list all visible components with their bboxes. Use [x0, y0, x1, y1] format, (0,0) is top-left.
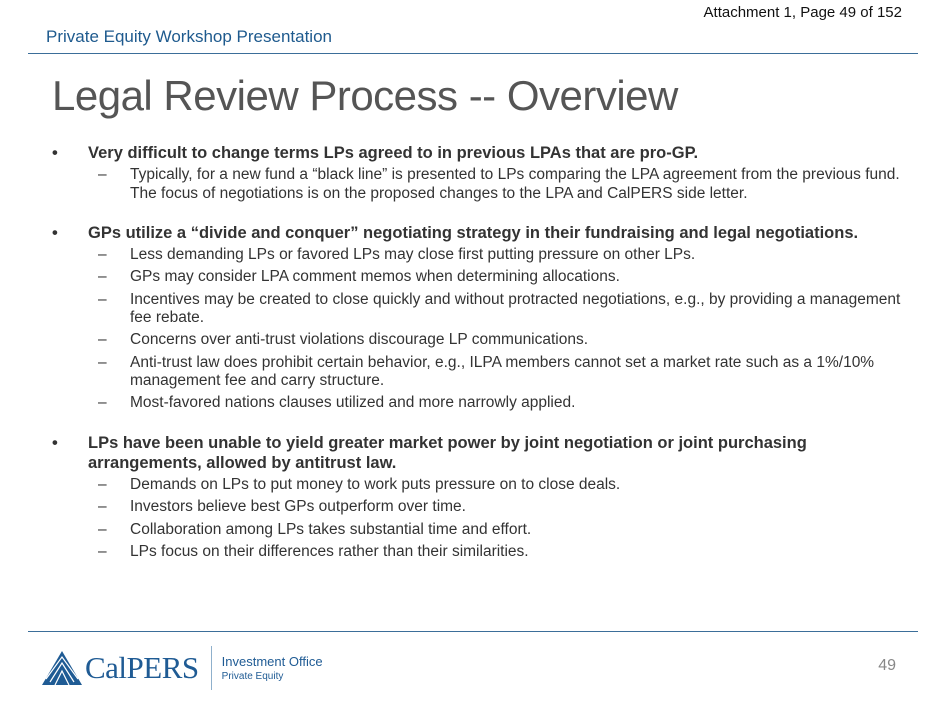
bullet-marker: •: [52, 224, 58, 242]
sub-text: Anti-trust law does prohibit certain behavior, e.g., ILPA members cannot set a market rate such as a 1%/10% management fee and carry structure.: [130, 353, 875, 390]
calpers-logo: [42, 646, 323, 690]
sub-list: [98, 246, 902, 413]
sub-item: [98, 291, 902, 328]
sub-text: GPs may consider LPA comment memos when determining allocations.: [130, 268, 620, 286]
dash-marker: –: [98, 520, 107, 538]
bullet-marker: •: [52, 144, 58, 162]
sub-text: Most-favored nations clauses utilized and more narrowly applied.: [130, 394, 576, 412]
sub-item: [98, 331, 902, 350]
sub-text: LPs focus on their differences rather than their similarities.: [130, 542, 529, 560]
sub-text: Demands on LPs to put money to work puts pressure on to close deals.: [130, 475, 621, 493]
dash-marker: –: [98, 331, 107, 349]
logo-subtitle-line2: Private Equity: [221, 670, 284, 682]
bullet-item: [52, 223, 902, 243]
dash-marker: –: [98, 353, 107, 371]
sub-text: Concerns over anti-trust violations discourage LP communications.: [130, 331, 589, 349]
mountain-icon: [42, 651, 82, 685]
bullet-group: [52, 143, 902, 203]
bottom-divider: [28, 631, 918, 632]
sub-text: Incentives may be created to close quickly and without protracted negotiations, e.g., by providing a management fee rebate.: [130, 290, 901, 327]
bullet-text: Very difficult to change terms LPs agreed to in previous LPAs that are pro-GP.: [88, 144, 699, 162]
presentation-title: Private Equity Workshop Presentation: [46, 27, 332, 46]
sub-list: [98, 476, 902, 561]
dash-marker: –: [98, 246, 107, 263]
sub-item: [98, 394, 902, 413]
sub-item: [98, 521, 902, 540]
logo-wordmark: CalPERS: [85, 650, 199, 685]
bullet-group: [52, 433, 902, 561]
logo-divider: [211, 646, 212, 690]
sub-text: Investors believe best GPs outperform over time.: [130, 498, 466, 516]
logo-subtitle: [222, 654, 323, 683]
sub-item: [98, 476, 902, 495]
sub-list: [98, 166, 902, 203]
bullet-text: GPs utilize a “divide and conquer” negotiating strategy in their fundraising and legal negotiations.: [88, 224, 859, 242]
dash-marker: –: [98, 166, 107, 183]
page-number: 49: [878, 657, 896, 674]
dash-marker: –: [98, 475, 107, 493]
attachment-label: Attachment 1, Page 49 of 152: [703, 4, 902, 21]
sub-text: Typically, for a new fund a “black line” is presented to LPs comparing the LPA agreement from the previous fund. The focus of negotiations is on the proposed changes to the LPA and CalPERS side letter.: [130, 166, 900, 202]
bullet-item: [52, 143, 902, 163]
slide-title: Legal Review Process -- Overview: [52, 72, 678, 119]
dash-marker: –: [98, 268, 107, 286]
sub-text: Less demanding LPs or favored LPs may close first putting pressure on other LPs.: [130, 246, 696, 263]
sub-item: [98, 354, 902, 391]
slide-content: [52, 143, 902, 581]
dash-marker: –: [98, 394, 107, 412]
sub-item: [98, 166, 902, 203]
top-divider: [28, 53, 918, 54]
sub-item: [98, 268, 902, 287]
bullet-marker: •: [52, 433, 58, 452]
logo-subtitle-line1: Investment Office: [221, 653, 323, 669]
bullet-group: [52, 223, 902, 413]
dash-marker: –: [98, 498, 107, 516]
sub-item: [98, 246, 902, 265]
sub-text: Collaboration among LPs takes substantial time and effort.: [130, 520, 532, 538]
dash-marker: –: [98, 290, 107, 308]
bullet-item: [52, 433, 902, 473]
bullet-text: LPs have been unable to yield greater market power by joint negotiation or joint purchasing arrangements, allowed by antitrust law.: [88, 433, 807, 472]
sub-item: [98, 543, 902, 562]
sub-item: [98, 498, 902, 517]
dash-marker: –: [98, 542, 107, 560]
